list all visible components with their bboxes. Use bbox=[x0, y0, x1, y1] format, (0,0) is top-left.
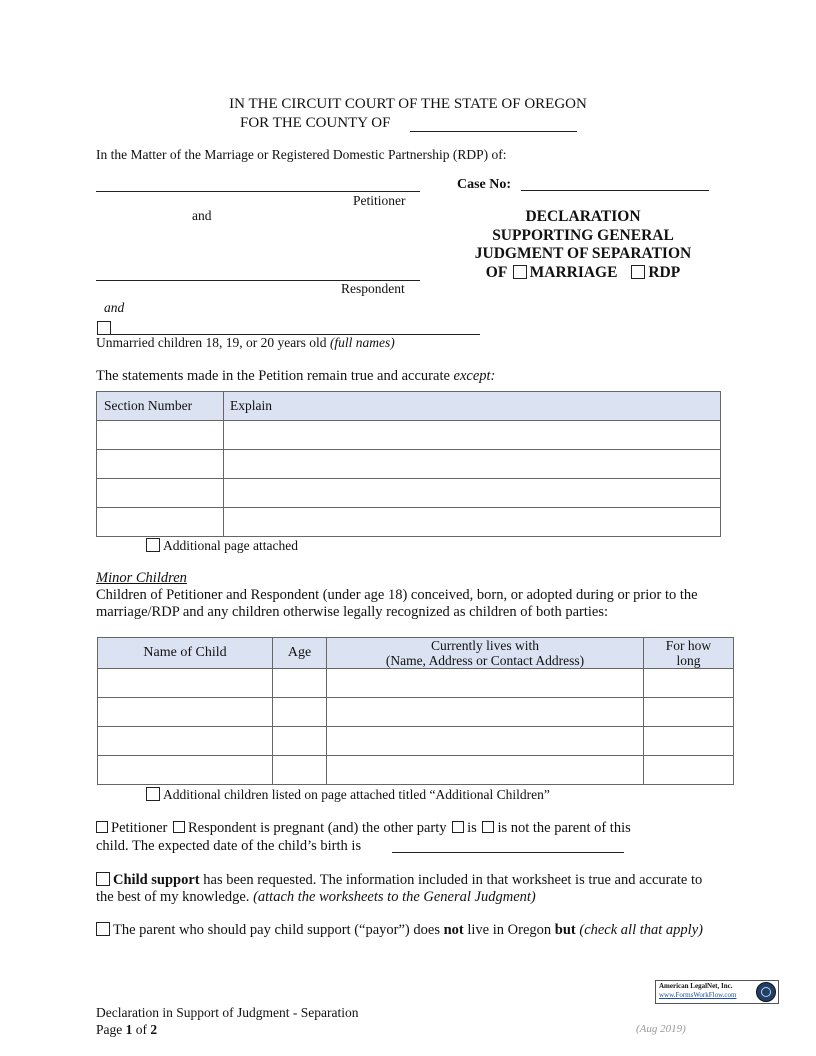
globe-icon bbox=[756, 982, 776, 1002]
and-label-2: and bbox=[104, 300, 125, 315]
child-howlong-cell[interactable] bbox=[644, 698, 734, 727]
is-not-parent-checkbox[interactable] bbox=[482, 821, 494, 833]
additional-page-checkbox[interactable] bbox=[146, 538, 160, 552]
page-total: 2 bbox=[150, 1022, 158, 1037]
page-current: 1 bbox=[125, 1022, 133, 1037]
col-how-long-line1: For how bbox=[665, 638, 712, 653]
child-support-bold: Child support bbox=[113, 872, 200, 888]
table-row bbox=[97, 479, 721, 508]
of-label: OF bbox=[485, 263, 507, 281]
rdp-label: RDP bbox=[648, 263, 681, 281]
statements-except: except: bbox=[453, 368, 496, 384]
adult-children-text: Unmarried children 18, 19, or 20 years old bbox=[96, 335, 327, 350]
section-cell[interactable] bbox=[97, 479, 224, 508]
adult-children-hint: (full names) bbox=[329, 335, 395, 350]
explain-cell[interactable] bbox=[224, 450, 721, 479]
child-lives-cell[interactable] bbox=[327, 698, 644, 727]
county-label: FOR THE COUNTY OF bbox=[240, 115, 391, 131]
form-title-line4 bbox=[452, 264, 714, 283]
page-prefix: Page bbox=[96, 1022, 126, 1037]
payor-checkbox[interactable] bbox=[96, 922, 110, 936]
logo-line1: American LegalNet, Inc. bbox=[659, 982, 733, 990]
child-name-cell[interactable] bbox=[98, 698, 273, 727]
child-support-checkbox[interactable] bbox=[96, 872, 110, 886]
explain-cell[interactable] bbox=[224, 508, 721, 537]
legalnet-logo bbox=[655, 980, 779, 1004]
petitioner-name-field[interactable] bbox=[96, 191, 420, 192]
child-support-italic: (attach the worksheets to the General Judgment) bbox=[253, 889, 536, 905]
section-cell[interactable] bbox=[97, 508, 224, 537]
child-lives-cell[interactable] bbox=[327, 727, 644, 756]
footer-title: Declaration in Support of Judgment - Separation bbox=[96, 1005, 359, 1020]
respondent-label: Respondent bbox=[341, 281, 405, 296]
minor-children-table bbox=[97, 637, 734, 785]
section-cell[interactable] bbox=[97, 450, 224, 479]
table-row bbox=[98, 669, 734, 698]
checkbox-icon bbox=[97, 321, 111, 335]
payor-text-a: The parent who should pay child support (“payor”) does bbox=[113, 922, 444, 938]
case-no-label: Case No: bbox=[457, 177, 512, 192]
child-support-statement bbox=[96, 872, 716, 906]
additional-page-option bbox=[146, 538, 298, 554]
table-row bbox=[98, 756, 734, 785]
col-explain: Explain bbox=[224, 392, 721, 421]
marriage-label: MARRIAGE bbox=[529, 263, 618, 281]
explain-cell[interactable] bbox=[224, 479, 721, 508]
additional-children-option bbox=[146, 787, 550, 803]
col-lives-with-line2: (Name, Address or Contact Address) bbox=[385, 653, 585, 668]
explain-cell[interactable] bbox=[224, 421, 721, 450]
child-support-text: has been requested. The information included in that worksheet is true and accurate to the best of my knowledge. bbox=[96, 872, 703, 905]
child-name-cell[interactable] bbox=[98, 669, 273, 698]
form-title bbox=[452, 208, 714, 282]
child-howlong-cell[interactable] bbox=[644, 756, 734, 785]
statements-header-row bbox=[97, 392, 721, 421]
statements-main: The statements made in the Petition remain true and accurate bbox=[96, 368, 450, 384]
table-row bbox=[97, 508, 721, 537]
col-lives-with bbox=[327, 638, 644, 669]
logo-line2: www.FormsWorkFlow.com bbox=[659, 991, 737, 999]
payor-statement bbox=[96, 922, 716, 939]
minor-children-heading: Minor Children bbox=[96, 570, 187, 586]
child-name-cell[interactable] bbox=[98, 727, 273, 756]
col-how-long-line2: long bbox=[676, 653, 701, 668]
petitioner-pregnant-label: Petitioner bbox=[111, 820, 168, 836]
court-header-line1: IN THE CIRCUIT COURT OF THE STATE OF OREGON bbox=[229, 96, 587, 112]
respondent-pregnant-label: Respondent is pregnant (and) the other party bbox=[188, 820, 447, 836]
col-name-of-child: Name of Child bbox=[98, 638, 273, 669]
is-parent-checkbox[interactable] bbox=[452, 821, 464, 833]
form-title-line2: SUPPORTING GENERAL bbox=[492, 226, 674, 244]
page-number bbox=[96, 1022, 157, 1038]
and-label: and bbox=[192, 208, 212, 223]
petitioner-pregnant-checkbox[interactable] bbox=[96, 821, 108, 833]
marriage-checkbox[interactable] bbox=[513, 265, 527, 279]
col-age: Age bbox=[273, 638, 327, 669]
child-lives-cell[interactable] bbox=[327, 669, 644, 698]
pregnancy-line1 bbox=[96, 820, 631, 837]
case-no-field[interactable] bbox=[521, 190, 709, 191]
payor-text-b: live in Oregon bbox=[463, 922, 555, 938]
county-field[interactable] bbox=[410, 131, 577, 132]
payor-not: not bbox=[443, 922, 464, 938]
statements-table bbox=[96, 391, 721, 537]
payor-but: but bbox=[554, 922, 576, 938]
child-age-cell[interactable] bbox=[273, 727, 327, 756]
table-row bbox=[97, 421, 721, 450]
adult-children-label bbox=[96, 335, 395, 351]
is-not-parent-label: is not the parent of this bbox=[497, 820, 631, 836]
child-age-cell[interactable] bbox=[273, 698, 327, 727]
child-lives-cell[interactable] bbox=[327, 756, 644, 785]
birth-date-field[interactable] bbox=[392, 852, 624, 853]
form-title-line1: DECLARATION bbox=[525, 208, 641, 225]
minor-children-desc: Children of Petitioner and Respondent (under age 18) conceived, born, or adopted during or prior to the marriage/RDP and any children otherwise legally recognized as children of both parties: bbox=[96, 587, 698, 620]
rdp-checkbox[interactable] bbox=[631, 265, 645, 279]
section-cell[interactable] bbox=[97, 421, 224, 450]
child-age-cell[interactable] bbox=[273, 669, 327, 698]
matter-intro: In the Matter of the Marriage or Registered Domestic Partnership (RDP) of: bbox=[96, 147, 507, 162]
respondent-pregnant-checkbox[interactable] bbox=[173, 821, 185, 833]
minor-header-row bbox=[98, 638, 734, 669]
child-howlong-cell[interactable] bbox=[644, 669, 734, 698]
col-lives-with-line1: Currently lives with bbox=[431, 638, 539, 653]
col-section-number: Section Number bbox=[97, 392, 224, 421]
child-age-cell[interactable] bbox=[273, 756, 327, 785]
child-howlong-cell[interactable] bbox=[644, 727, 734, 756]
child-name-cell[interactable] bbox=[98, 756, 273, 785]
payor-italic: (check all that apply) bbox=[575, 922, 703, 938]
additional-children-label: Additional children listed on page attached titled “Additional Children” bbox=[163, 787, 550, 802]
is-parent-label: is bbox=[467, 820, 477, 836]
table-row bbox=[98, 698, 734, 727]
additional-children-checkbox[interactable] bbox=[146, 787, 160, 801]
table-row bbox=[98, 727, 734, 756]
form-title-line3: JUDGMENT OF SEPARATION bbox=[474, 245, 692, 262]
court-header bbox=[0, 96, 816, 113]
statements-text bbox=[96, 368, 495, 385]
additional-page-label: Additional page attached bbox=[163, 538, 298, 553]
revision-date: (Aug 2019) bbox=[636, 1023, 686, 1035]
col-how-long bbox=[644, 638, 734, 669]
table-row bbox=[97, 450, 721, 479]
petitioner-label: Petitioner bbox=[353, 193, 406, 208]
page-of: of bbox=[132, 1022, 151, 1037]
birth-date-label: child. The expected date of the child’s birth is bbox=[96, 838, 362, 854]
